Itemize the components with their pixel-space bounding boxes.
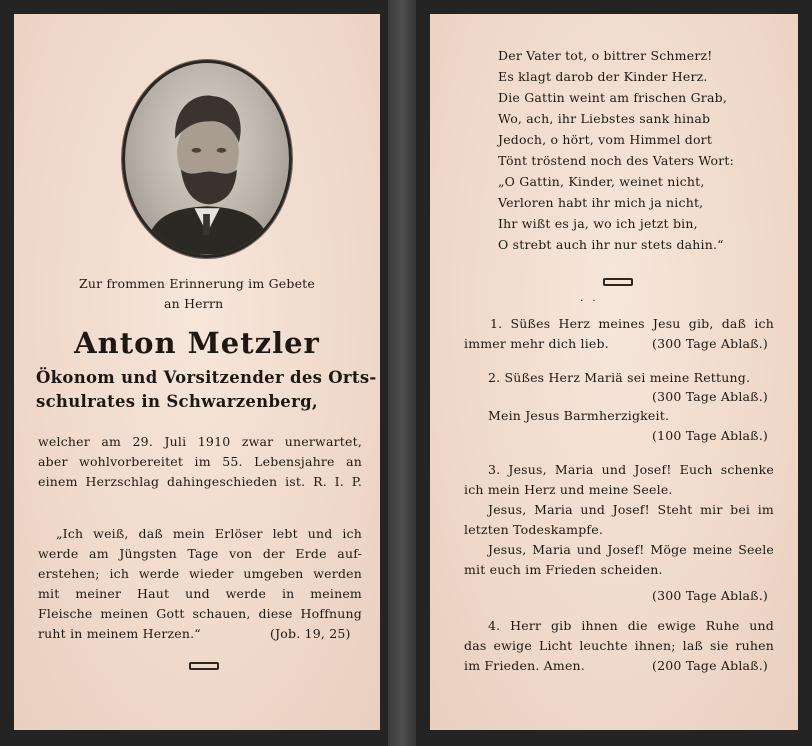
prayer3-indulgence: (300 Tage Ablaß.) (652, 588, 768, 603)
prayer3-line-5: Jesus, Maria und Josef! Möge meine Seele (488, 542, 774, 557)
poem-line-8: Verloren habt ihr mich ja nicht, (498, 195, 704, 210)
memorial-card-front (14, 14, 380, 730)
poem-line-6: Tönt tröstend noch des Vaters Wort: (498, 153, 735, 168)
ornament-dots: · · (580, 296, 599, 307)
poem-line-9: Ihr wißt es ja, wo ich jetzt bin, (498, 216, 698, 231)
poem-line-7: „O Gattin, Kinder, weinet nicht, (498, 174, 705, 189)
bio-line-1: welcher am 29. Juli 1910 zwar unerwartet, (38, 434, 362, 449)
intro-line-2: an Herrn (164, 296, 224, 311)
quote-line-3: erstehen; ich werde wieder umgeben werden (38, 566, 362, 581)
prayer1-line-2: immer mehr dich lieb. (464, 336, 609, 351)
prayer4-indulgence: (200 Tage Ablaß.) (652, 658, 768, 673)
poem-line-4: Wo, ach, ihr Liebstes sank hinab (498, 111, 711, 126)
poem-line-2: Es klagt darob der Kinder Herz. (498, 69, 708, 84)
prayer2-indulgence: (300 Tage Ablaß.) (652, 389, 768, 404)
deceased-name: Anton Metzler (74, 326, 320, 360)
prayer3-line-6: mit euch im Frieden scheiden. (464, 562, 663, 577)
memorial-card-back (430, 14, 798, 730)
poem-line-1: Der Vater tot, o bittrer Schmerz! (498, 48, 713, 63)
prayer4-last-line: im Frieden. Amen. (464, 658, 585, 673)
prayer1-line-1: 1. Süßes Herz meines Jesu gib, daß ich (490, 316, 774, 331)
bio-line-3: einem Herzschlag dahingeschieden ist. R. I. P. (38, 474, 362, 489)
prayer1-indulgence: (300 Tage Ablaß.) (652, 336, 768, 351)
ornament-bar (603, 278, 633, 286)
role-line-1: Ökonom und Vorsitzender des Orts- (36, 368, 377, 387)
prayer2b-line: Mein Jesus Barmherzigkeit. (488, 408, 670, 423)
quote-last-line: ruht in meinem Herzen.“ (38, 626, 201, 641)
poem-line-3: Die Gattin weint am frischen Grab, (498, 90, 727, 105)
prayer3-line-4: letzten Todeskampfe. (464, 522, 604, 537)
quote-line-4: mit meiner Haut und werde in meinem (38, 586, 362, 601)
quote-line-1: „Ich weiß, daß mein Erlöser lebt und ich (56, 526, 362, 541)
prayer3-line-2: ich mein Herz und meine Seele. (464, 482, 673, 497)
quote-line-5: Fleische meinen Gott schauen, diese Hoffnung (38, 606, 362, 621)
card-divider (388, 0, 416, 746)
role-line-2: schulrates in Schwarzenberg, (36, 392, 318, 411)
portrait-figure (125, 63, 289, 255)
portrait-photo (122, 60, 292, 258)
poem-line-5: Jedoch, o hört, vom Himmel dort (498, 132, 713, 147)
prayer2-line-1: 2. Süßes Herz Mariä sei meine Rettung. (488, 370, 751, 385)
prayer3-line-1: 3. Jesus, Maria und Josef! Euch schenke (488, 462, 774, 477)
prayer4-line-1: 4. Herr gib ihnen die ewige Ruhe und (488, 618, 774, 633)
prayer4-line-2: das ewige Licht leuchte ihnen; laß sie ruhen (464, 638, 774, 653)
bio-line-2: aber wohlvorbereitet im 55. Lebensjahre an (38, 454, 362, 469)
prayer3-line-3: Jesus, Maria und Josef! Steht mir bei im (488, 502, 774, 517)
prayer2b-indulgence: (100 Tage Ablaß.) (652, 428, 768, 443)
intro-line-1: Zur frommen Erinnerung im Gebete (78, 276, 315, 291)
poem-line-10: O strebt auch ihr nur stets dahin.“ (498, 237, 724, 252)
quote-line-2: werde am Jüngsten Tage von der Erde auf- (38, 546, 362, 561)
ornament-bar (189, 662, 219, 670)
quote-reference: (Job. 19, 25) (270, 626, 351, 641)
